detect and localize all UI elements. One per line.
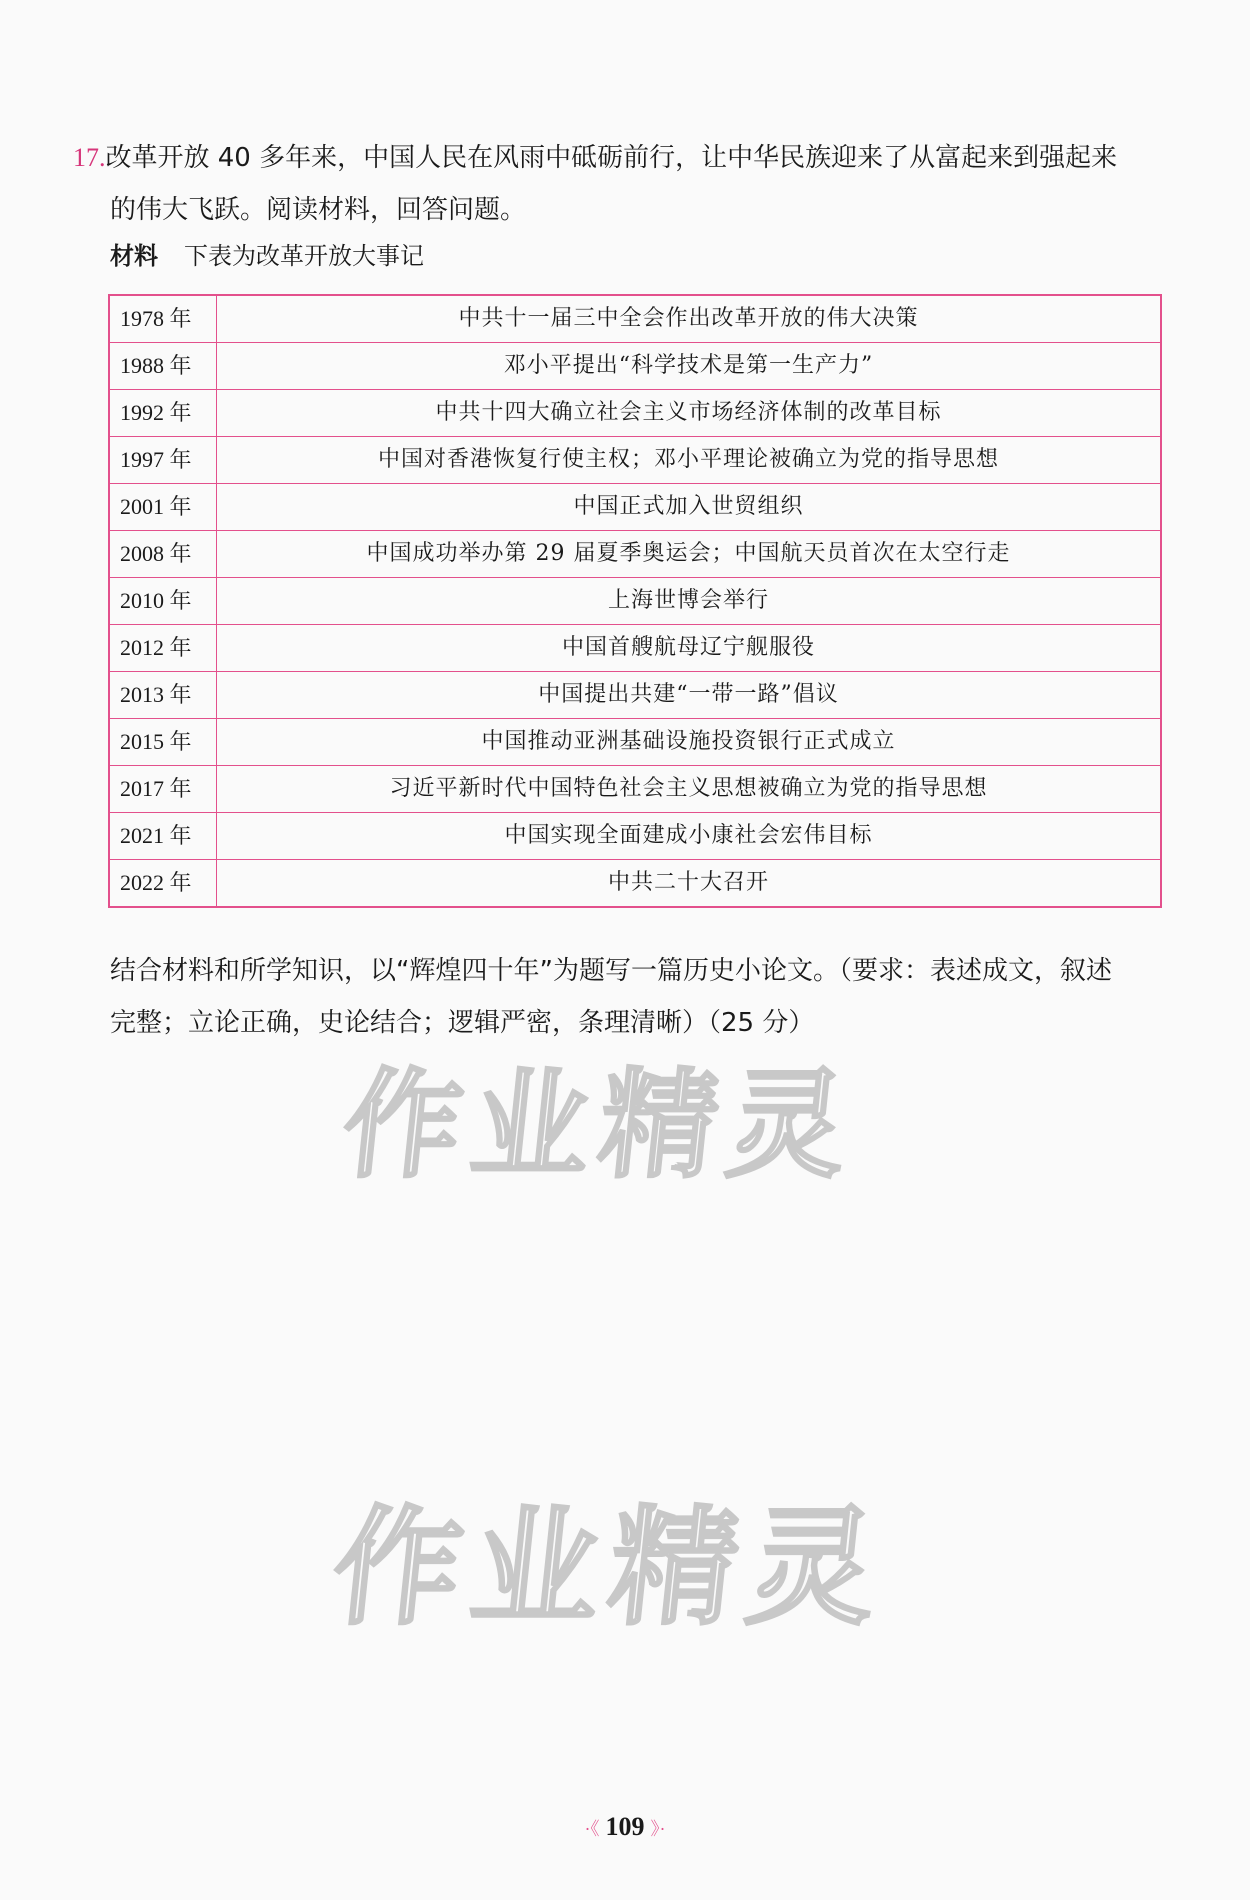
material-caption: 下表为改革开放大事记: [184, 242, 424, 270]
event-cell: 邓小平提出“科学技术是第一生产力”: [217, 343, 1162, 390]
year-cell: 2015 年: [109, 719, 217, 766]
events-table-body: [109, 295, 1161, 907]
table-row: [109, 719, 1161, 766]
task-line-1: 结合材料和所学知识，以“辉煌四十年”为题写一篇历史小论文。（要求：表述成文，叙述: [110, 956, 1112, 986]
page-number: [0, 1812, 1250, 1842]
year-cell: 2013 年: [109, 672, 217, 719]
table-row: [109, 343, 1161, 390]
table-row: [109, 766, 1161, 813]
table-row: [109, 860, 1161, 908]
table-row: [109, 390, 1161, 437]
event-cell: 中国提出共建“一带一路”倡议: [217, 672, 1162, 719]
event-cell: 习近平新时代中国特色社会主义思想被确立为党的指导思想: [217, 766, 1162, 813]
page-number-deco-left: ·《: [584, 1819, 600, 1839]
year-cell: 2008 年: [109, 531, 217, 578]
table-row: [109, 672, 1161, 719]
event-cell: 中共十一届三中全会作出改革开放的伟大决策: [217, 295, 1162, 343]
question-number: 17.: [73, 143, 106, 172]
question-line-2: [73, 184, 1163, 236]
event-cell: 中国首艘航母辽宁舰服役: [217, 625, 1162, 672]
table-row: [109, 437, 1161, 484]
question-text-2: 的伟大飞跃。阅读材料，回答问题。: [110, 195, 527, 225]
year-cell: 2012 年: [109, 625, 217, 672]
task-line-2: 完整；立论正确，史论结合；逻辑严密，条理清晰）（25 分）: [110, 1008, 815, 1038]
year-cell: 2001 年: [109, 484, 217, 531]
year-cell: 2017 年: [109, 766, 217, 813]
year-cell: 2010 年: [109, 578, 217, 625]
year-cell: 1978 年: [109, 295, 217, 343]
events-table: [108, 294, 1162, 908]
table-row: [109, 813, 1161, 860]
year-cell: 1997 年: [109, 437, 217, 484]
event-cell: 中国推动亚洲基础设施投资银行正式成立: [217, 719, 1162, 766]
watermark-logo: 作业精灵: [336, 1056, 864, 1194]
event-cell: 中国正式加入世贸组织: [217, 484, 1162, 531]
material-label: 材料: [110, 242, 158, 270]
event-cell: 中国实现全面建成小康社会宏伟目标: [217, 813, 1162, 860]
event-cell: 上海世博会举行: [217, 578, 1162, 625]
table-row: [109, 625, 1161, 672]
table-row: [109, 578, 1161, 625]
table-row: [109, 531, 1161, 578]
year-cell: 1988 年: [109, 343, 217, 390]
event-cell: 中共二十大召开: [217, 860, 1162, 908]
table-row: [109, 484, 1161, 531]
event-cell: 中国成功举办第 29 届夏季奥运会；中国航天员首次在太空行走: [217, 531, 1162, 578]
year-cell: 1992 年: [109, 390, 217, 437]
material-heading: [110, 236, 424, 271]
table-row: [109, 295, 1161, 343]
watermark-logo: 作业精灵: [325, 1494, 894, 1643]
page-number-deco-right: 》·: [650, 1819, 666, 1839]
question-text-1: 改革开放 40 多年来，中国人民在风雨中砥砺前行，让中华民族迎来了从富起来到强起来: [105, 143, 1118, 173]
year-cell: 2022 年: [109, 860, 217, 908]
question-line-1: [73, 132, 1163, 184]
event-cell: 中共十四大确立社会主义市场经济体制的改革目标: [217, 390, 1162, 437]
event-cell: 中国对香港恢复行使主权；邓小平理论被确立为党的指导思想: [217, 437, 1162, 484]
question-17: [73, 132, 1163, 236]
year-cell: 2021 年: [109, 813, 217, 860]
page-number-value: 109: [605, 1812, 645, 1841]
